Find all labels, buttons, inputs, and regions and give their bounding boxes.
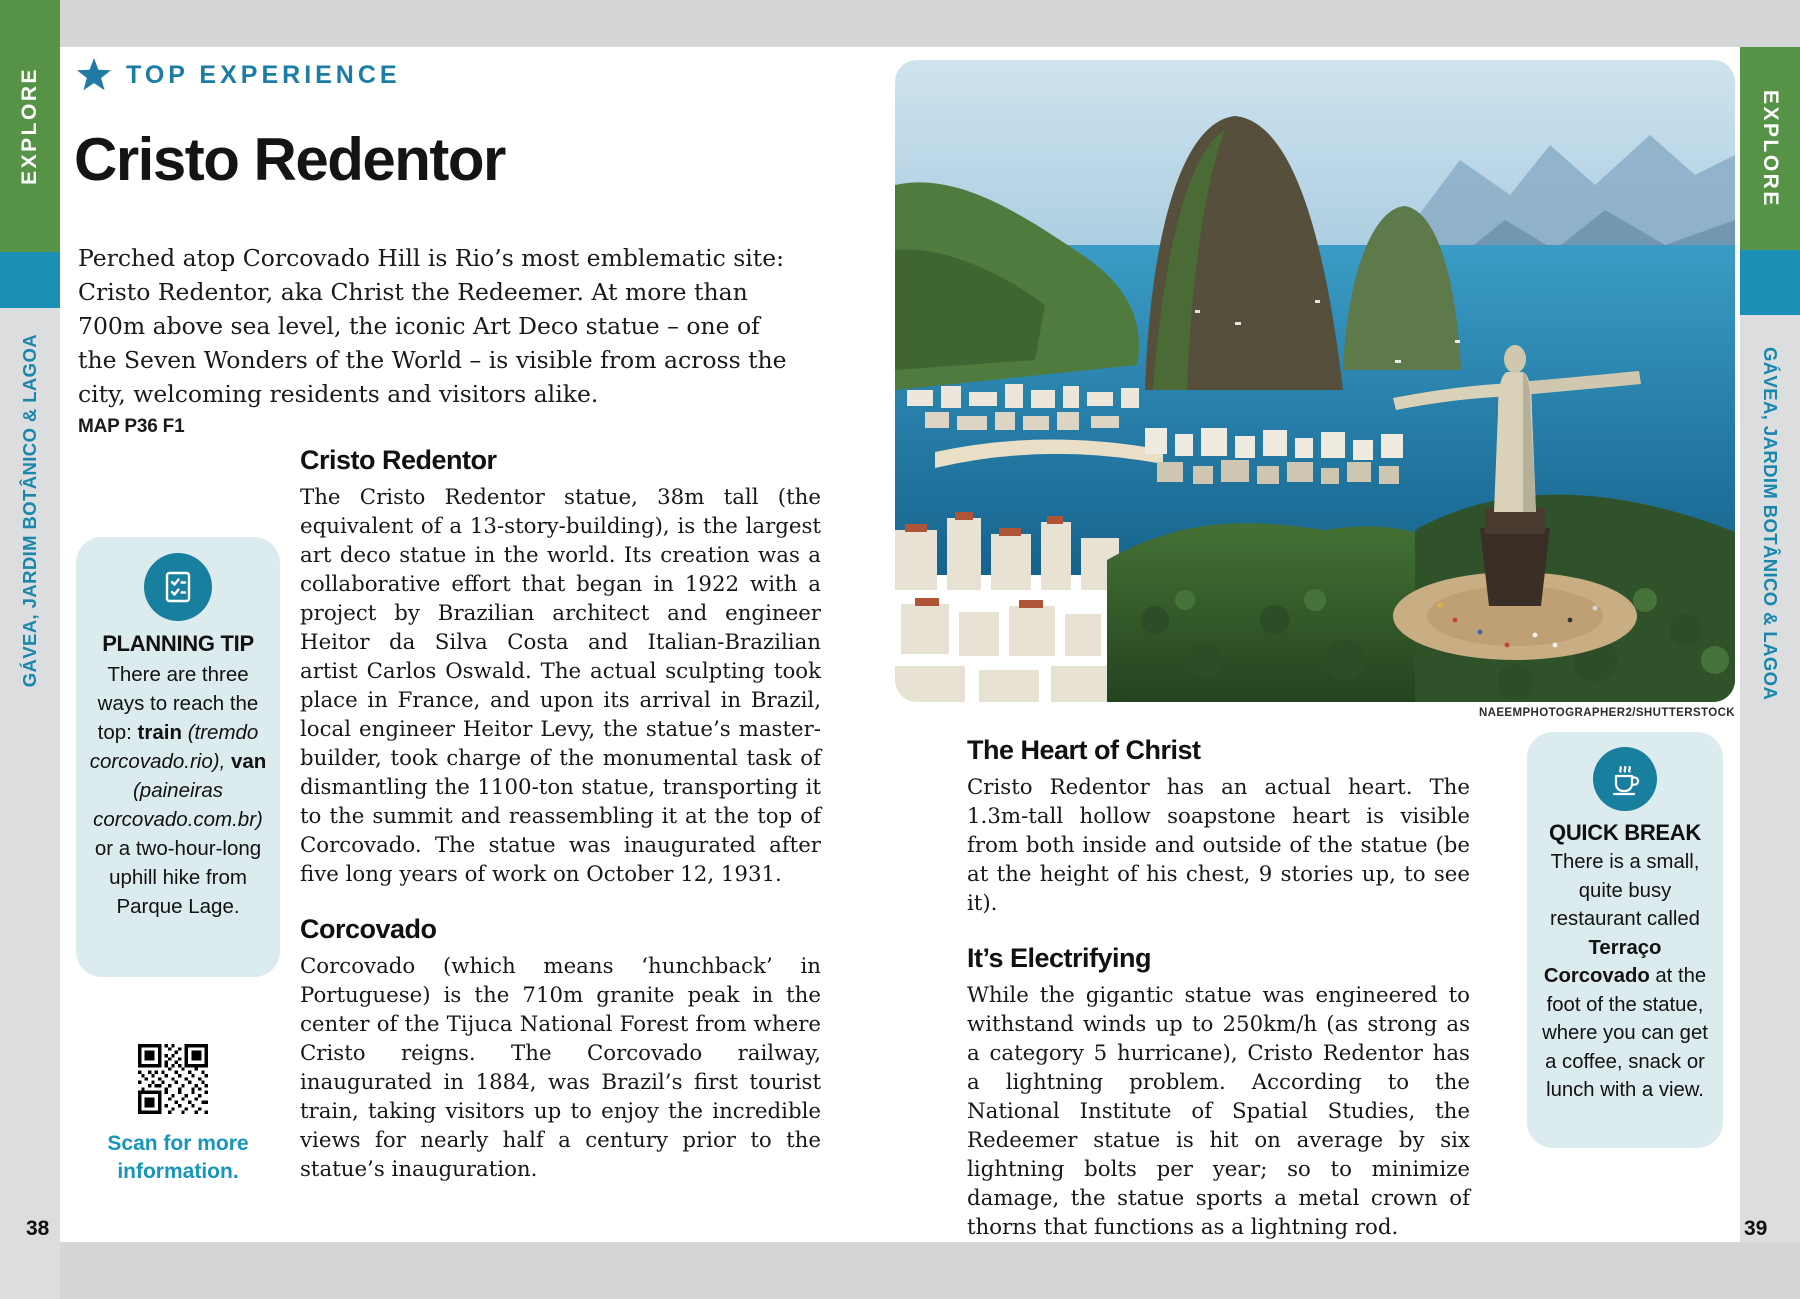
right-section-label: GÁVEA, JARDIM BOTÂNICO & LAGOA xyxy=(1760,347,1781,701)
section-body: Cristo Redentor has an actual heart. The 1.3m-tall hollow soapstone heart is visible from both inside and outside of the statue (be at the height of his chest, 9 stories up, to see it). xyxy=(967,775,1470,916)
left-section-tab xyxy=(0,305,60,717)
planning-tip-label: PLANNING TIP xyxy=(102,631,254,656)
right-explore-tab xyxy=(1740,47,1800,250)
left-blue-tab xyxy=(0,252,60,308)
section-heading: The Heart of Christ xyxy=(967,735,1201,765)
section-heading: Cristo Redentor xyxy=(300,445,497,475)
left-section-label: GÁVEA, JARDIM BOTÂNICO & LAGOA xyxy=(19,334,40,688)
section-body: While the gigantic statue was engineered to withstand winds up to 250km/h (as strong as a category 5 hurricane), Cristo Redentor has a lightning problem. According to the National Institute of Spatial Studies, the Redeemer statue is hit on average by six lightning bolts per year; so to minimize damage, the statue sports a metal crown of thorns that functions as a lightning rod. xyxy=(967,983,1470,1240)
qr-caption: Scan for more information. xyxy=(107,1132,249,1183)
page-number-right: 39 xyxy=(1744,1217,1768,1240)
left-explore-tab xyxy=(0,0,60,252)
map-ref-prefix: MAP P36 xyxy=(78,416,158,437)
right-blue-tab xyxy=(1740,250,1800,315)
section-body: The Cristo Redentor statue, 38m tall (the equivalent of a 13-story-building), is the largest art deco statue in the world. Its creation was a collaborative effort that began in 1922 with a project by Brazilian architect and engineer Heitor da Silva Costa and Italian-Brazilian artist Carlos Oswald. The actual sculpting took place in France, and upon its arrival in Brazil, local engineer Heitor Levy, the statue’s master-builder, took charge of the monumental task of dismantling the 1100-ton statue, transporting it to the summit and reassembling it at the top of Corcovado. The statue was inaugurated after five long years of work on October 12, 1931. xyxy=(300,485,821,887)
quick-break-box xyxy=(1527,732,1723,1148)
map-ref-grid: F1 xyxy=(162,416,185,437)
hero-photo xyxy=(895,60,1735,702)
section-heading: Corcovado xyxy=(300,914,437,944)
planning-tip-box xyxy=(76,537,280,977)
map-reference xyxy=(78,416,184,438)
left-page-column xyxy=(300,444,821,1184)
section-heading: It’s Electrifying xyxy=(967,943,1152,973)
coffee-cup-icon xyxy=(1593,747,1657,811)
quick-break-label: QUICK BREAK xyxy=(1549,820,1701,845)
planning-tip-text: There are three ways to reach the top: train (tremdo corcovado.rio), van (paineiras corcovado.com.br) or a two-hour-long uphill hike from Parque Lage. xyxy=(89,663,267,918)
right-section-tab xyxy=(1740,318,1800,730)
right-explore-label: EXPLORE xyxy=(1759,89,1782,208)
qr-code xyxy=(138,1044,208,1114)
page-number-left: 38 xyxy=(26,1217,50,1240)
star-icon xyxy=(76,58,112,92)
kicker-label: TOP EXPERIENCE xyxy=(126,60,401,89)
section-body: Corcovado (which means ‘hunchback’ in Portuguese) is the 710m granite peak in the center of the Tijuca National Forest from where Cristo reigns. The Corcovado railway, inaugurated in 1884, was Brazil’s first tourist train, taking visitors up to enjoy the incredible views for nearly half a century prior to the statue’s inauguration. xyxy=(300,954,821,1182)
top-experience-kicker xyxy=(76,58,401,92)
checklist-icon xyxy=(144,553,212,621)
photo-credit: NAEEMPHOTOGRAPHER2/SHUTTERSTOCK xyxy=(1478,707,1735,719)
intro-paragraph: Perched atop Corcovado Hill is Rio’s most emblematic site: Cristo Redentor, aka Christ the Redeemer. At more than 700m above sea level, the iconic Art Deco statue – one of the Seven Wonders of the World – is visible from across the city, welcoming residents and visitors alike. xyxy=(78,244,787,408)
right-page-column xyxy=(967,734,1470,1242)
left-explore-label: EXPLORE xyxy=(18,67,41,185)
quick-break-text: There is a small, quite busy restaurant called Terraço Corcovado at the foot of the statue, where you can get a coffee, snack or lunch with a view. xyxy=(1542,851,1708,1101)
page-title: Cristo Redentor xyxy=(74,126,505,193)
